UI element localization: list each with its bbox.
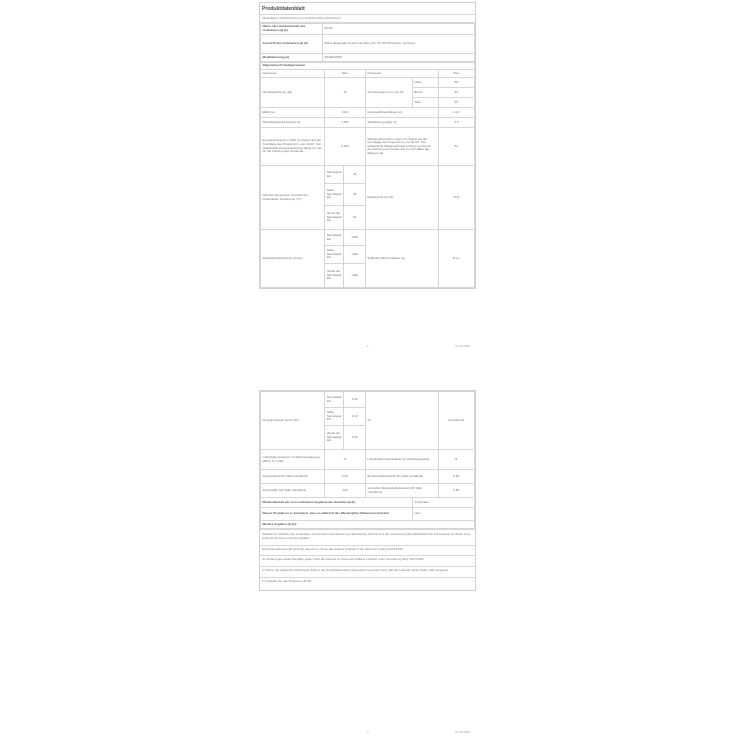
eei-label: EEIW (a) <box>261 108 325 118</box>
dim-value: 85 <box>438 78 474 88</box>
networked-standby-value: 0,50 <box>438 484 474 498</box>
rinse-label: Spülwirkung (g/kg) (a) <box>365 118 438 128</box>
residual-moisture-value: 53,9 <box>438 166 474 230</box>
table-row <box>261 450 475 470</box>
spin-load-key: Nennkapazität <box>325 230 344 246</box>
program-duration-label: Programmdauer (a) (h:min) <box>261 392 325 450</box>
spin-load-key: Viertel der Nennkapazität <box>325 264 344 288</box>
water-consumption-value: 50 <box>438 128 474 166</box>
table-row <box>261 521 475 529</box>
table-row <box>261 498 475 508</box>
table-row <box>261 63 475 70</box>
silver-ions-label: Dieses Produkt ist so konzipiert, dass es während des Waschzyklus Silberionen freisetzt <box>261 508 413 521</box>
page-number: 1 <box>367 344 369 348</box>
energy-consumption-value: 0,499 <box>325 128 366 166</box>
sheet-title: Produktdatenblatt <box>260 3 475 15</box>
section-more-info: Weitere Angaben (a) (b): <box>261 521 475 529</box>
table-row <box>261 508 475 521</box>
warranty-value: 24 Monate <box>412 498 474 508</box>
delay-start-value: 4,00 <box>325 484 366 498</box>
dimensions-label: Abmessungen in cm (a) (b) <box>365 78 412 108</box>
temperature-label: Höchste Temperatur innerhalb der behandelten Textilien (a) (°C) <box>261 166 325 230</box>
energy-consumption-label: Energieverbrauch in kWh pro Zyklus auf der Grundlage des Programms „eco 40-60“. Der tatsächliche Energieverbrauch hängt von der Art der Nutzung des Geräts ab. <box>261 128 325 166</box>
col-header: Parameter <box>261 70 325 78</box>
table-row <box>261 70 475 78</box>
table-row <box>261 35 475 54</box>
energy-class-label: Energieeffizienzklasse (a) <box>365 108 438 118</box>
col-header: Parameter <box>365 70 438 78</box>
duration-load-value: 2:50 <box>344 426 365 450</box>
noise-class-label: Luftschallemissionsklasse (a) (Schleudergang) <box>365 450 438 470</box>
table-row <box>261 78 475 88</box>
spin-load-value: 1400 <box>344 264 365 288</box>
duration-load-key: Viertel der Nennkapazität <box>325 426 344 450</box>
spin-load-key: halbe Nennkapazität <box>325 246 344 264</box>
noise-class-value: B <box>438 450 474 470</box>
table-row <box>261 484 475 498</box>
temp-load-value: 32 <box>344 166 365 184</box>
table-row <box>261 128 475 166</box>
note-c: (c) Wenn die prägende Inhalt dieser Zelle in der Produktdatenbank automatisch generiert wird, darf der Lieferant diese Daten nicht eingeben. <box>260 566 475 577</box>
duration-load-value: 3:39 <box>344 392 365 408</box>
datasheet-page-1 <box>259 2 476 289</box>
spin-class-label: Schleudereffizienzklasse (a) <box>365 230 438 288</box>
page-number: 2 <box>367 730 369 734</box>
table-row <box>261 166 475 184</box>
duration-load-value: 3:10 <box>344 408 365 426</box>
warranty-label: Mindestlaufzeit der vom Lieferanten angebotenen Garantie (a) (b) <box>261 498 413 508</box>
table-row <box>261 470 475 484</box>
temp-load-value: 30 <box>344 184 365 206</box>
general-params-table <box>260 62 475 288</box>
supplier-name-value: Bosch <box>323 24 475 35</box>
col-header: Wert <box>325 70 366 78</box>
footer-date: 31.12.2020 <box>455 344 471 348</box>
residual-moisture-label: Restfeuchte (a) (%) <box>365 166 438 230</box>
capacity-value: 10 <box>325 78 366 108</box>
datasheet-page-2 <box>259 390 476 591</box>
footer-date: 31.12.2020 <box>455 730 471 734</box>
dim-value: 60 <box>438 88 474 98</box>
dim-value: 65 <box>438 98 474 108</box>
off-mode-value: 0,50 <box>325 470 366 484</box>
standby-value: 0,50 <box>438 470 474 484</box>
dim-key: Breite <box>412 88 438 98</box>
note-program: (*) Angaben für das Programm 40-60. <box>260 577 475 590</box>
table-row <box>261 24 475 35</box>
spin-load-value: 1400 <box>344 230 365 246</box>
table-row <box>261 54 475 62</box>
silver-ions-value: Nein <box>412 508 474 521</box>
noise-value: 71 <box>325 450 366 470</box>
type-value: Freistehend <box>438 392 474 450</box>
eei-value: 49,0 <box>325 108 366 118</box>
table-row <box>261 118 475 128</box>
temp-load-value: 22 <box>344 206 365 230</box>
params-table-continued <box>260 391 475 529</box>
table-row <box>261 108 475 118</box>
temp-load-key: halbe Nennkapazität <box>325 184 344 206</box>
noise-label: Luftschallemissionen im Schleudergang (a) (dB(A) re 1 pW) <box>261 450 325 470</box>
water-consumption-label: Wasserverbrauch in Litern pro Zyklus auf der Grundlage des Programms „eco 40-60“. Der tatsächliche Wasserverbrauch hängt von der Art der Nutzung des Geräts und von der Härte des Wassers ab. <box>365 128 438 166</box>
table-row <box>261 230 475 246</box>
supplier-name-label: Name oder Handelsmarke des Lieferanten (a) (b) <box>261 24 323 35</box>
supplier-address-value: BSH Hausgeräte GmbH Carl-Wery-Str. 34, 81739 Munich, Germany <box>323 35 475 54</box>
rinse-value: 3,9 <box>438 118 474 128</box>
model-id-value: WGB2440X0 <box>323 54 475 62</box>
wash-index-value: 1,031 <box>325 118 366 128</box>
duration-load-key: Nennkapazität <box>325 392 344 408</box>
model-id-label: Modellkennung (a) <box>261 54 323 62</box>
table-row <box>261 392 475 408</box>
dim-key: Höhe <box>412 78 438 88</box>
note-b: (b) Änderungen dieser Einträge gelten nicht als relevant im Sinne des Artikels 4 Absatz 4 der Verordnung (EU) 2017/1369. <box>260 555 475 566</box>
supplier-table <box>260 23 475 62</box>
dim-key: Tiefe <box>412 98 438 108</box>
type-label: Art <box>365 392 438 450</box>
networked-standby-label: vernetzter Bereitschaftszustand (W) (falls zutreffend) <box>365 484 438 498</box>
temp-load-key: Viertel der Nennkapazität <box>325 206 344 230</box>
regulation-subtitle: DELEGIERTE VERORDNUNG (EU) 2019/2014 DER KOMMISSION <box>260 15 475 23</box>
duration-load-key: halbe Nennkapazität <box>325 408 344 426</box>
note-weblink: Weblink zur Website des Lieferanten, auf der die Informationen gemäß Anhang II Nummer 9 der Verordnung (EU) 2019/2023 der Kommission zu finden sind, siehe bosch-home.com/energylabel <box>260 529 475 545</box>
energy-class-value: A (c) <box>438 108 474 118</box>
wash-index-label: Waschwirksamkeitsindex (a) <box>261 118 325 128</box>
section-general: Allgemeine Produktparameter <box>261 63 475 70</box>
spin-speed-label: Schleuderdrehzahl (a) (U/min) <box>261 230 325 288</box>
standby-label: Bereitschaftszustand (W) (falls zutreffend) <box>365 470 438 484</box>
delay-start-label: Zeitvorwahl (W) (falls zutreffend) <box>261 484 325 498</box>
spin-load-value: 1400 <box>344 246 365 264</box>
temp-load-key: Nennkapazität <box>325 166 344 184</box>
supplier-address-label: Anschrift des Lieferanten (a) (b) <box>261 35 323 54</box>
spin-class-value: B (c) <box>438 230 474 288</box>
capacity-label: Nennkapazität (a) (kg) <box>261 78 325 108</box>
col-header: Wert <box>438 70 474 78</box>
note-a: (a) Dieses Element gilt nicht als relevant im Sinne des Artikels 2 Absatz 6 der Verordnung (EU) 2017/1369. <box>260 545 475 556</box>
off-mode-label: Aus-Zustand (W) (falls zutreffend) <box>261 470 325 484</box>
